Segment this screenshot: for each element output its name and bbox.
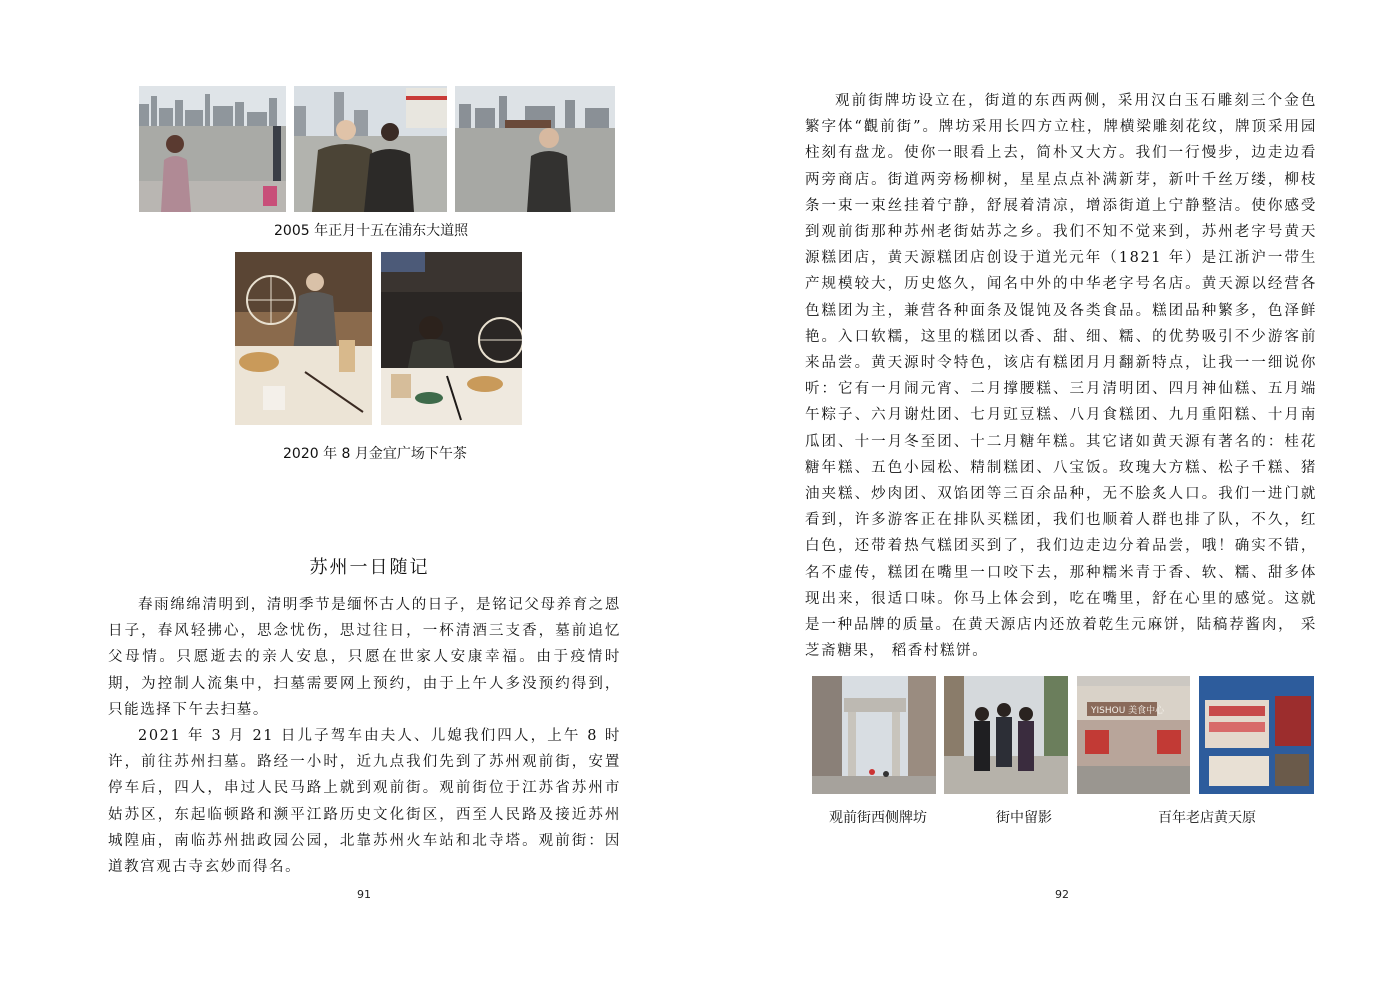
photo-tea-woman (381, 252, 522, 425)
right-page (699, 0, 1398, 982)
photo-caption-archway: 观前街西侧牌坊 (829, 810, 927, 826)
photo-caption-2020: 2020 年 8 月金宜广场下午茶 (283, 446, 467, 462)
photo-caption-2005: 2005 年正月十五在浦东大道照 (274, 223, 469, 239)
photo-caption-store: 百年老店黄天原 (1158, 810, 1256, 826)
photo-bund-couple (294, 86, 447, 212)
photo-store-front (1077, 676, 1190, 794)
paragraph-1: 春雨绵绵清明到，清明季节是缅怀古人的日子，是铭记父母养育之恩日子，春风轻拂心，思念忧伤，思过往日，一杯清酒三支香，墓前追忆父母情。只愿逝去的亲人安息，只愿在世家人安康幸福。由于疫情时期，为控制人流集中，扫墓需要网上预约，由于上午人多没预约得到，只能选择下午去扫墓。 (108, 597, 621, 718)
photo-bund-woman (139, 86, 286, 212)
paragraph-2: 2021 年 3 月 21 日儿子驾车由夫人、儿媳我们四人，上午 8 时许，前往苏州扫墓。路经一小时，近九点我们先到了苏州观前街，安置停车后，四人，串过人民马路上就到观前街。观前街位于江苏省苏州市姑苏区，东起临顿路和濒平江路历史文化街区，西至人民路及接近苏州城隍庙，南临苏州拙政园公园，北靠苏州火车站和北寺塔。观前街：因道教宫观古寺玄妙而得名。 (108, 728, 621, 876)
photo-street-group (944, 676, 1068, 794)
article-title: 苏州一日随记 (309, 557, 430, 578)
photo-cakes (1199, 676, 1314, 794)
photo-bund-man (455, 86, 615, 212)
photo-caption-street: 街中留影 (996, 810, 1052, 826)
page-number: 91 (357, 888, 371, 901)
photo-tea-man (235, 252, 372, 425)
paragraph-main: 观前街牌坊设立在，街道的东西两侧，采用汉白玉石雕刻三个金色繁字体“觀前街”。牌坊采用长四方立柱，牌横梁雕刻花纹，牌顶采用园柱刻有盘龙。使你一眼看上去，简朴又大方。我们一行慢步，边走边看两旁商店。街道两旁杨柳树，星星点点补满新芽，新叶千丝万缕，柳枝条一束一束丝挂着宁静，舒展着清凉，增添街道上宁静整洁。使你感受到观前街那种苏州老街姑苏之乡。我们不知不觉来到，苏州老字号黄天源糕团店，黄天源糕团店创设于道光元年（1821 年）是江浙沪一带生产规模较大，历史悠久，闻名中外的中华老字号名店。黄天源以经营各色糕团为主，兼营各种面条及馄饨及各类食品。糕团品种繁多，色泽鲜艳。入口软糯，这里的糕团以香、甜、细、糯、的优势吸引不少游客前来品尝。黄天源时令特色，该店有糕团月月翻新特点，让我一一细说你听：它有一月闹元宵、二月撑腰糕、三月清明团、四月神仙糕、五月端午粽子、六月谢灶团、七月豇豆糕、八月食糕团、九月重阳糕、十月南瓜团、十一月冬至团、十二月糖年糕。其它诸如黄天源有著名的：桂花糖年糕、五色小园松、精制糕团、八宝饭。玫瑰大方糕、松子千糕、猪油夹糕、炒肉团、双馅团等三百余品种，无不脍炙人口。我们一进门就看到，许多游客正在排队买糕团，我们也顺着人群也排了队，不久，红白色，还带着热气糕团买到了，我们边走边分着品尝，哦！确实不错，名不虚传，糕团在嘴里一口咬下去，那种糯米青于香、软、糯、甜多体现出来，很适口味。你马上体会到，吃在嘴里，舒在心里的感觉。这就是一种品牌的质量。在黄天源店内还放着乾生元麻饼，陆稿荐酱肉， 采芝斋糖果， 稻香村糕饼。 (805, 93, 1317, 660)
store-sign-text: YISHOU 美食中心 (1091, 706, 1165, 716)
photo-archway (812, 676, 936, 794)
page-number: 92 (1055, 888, 1069, 901)
